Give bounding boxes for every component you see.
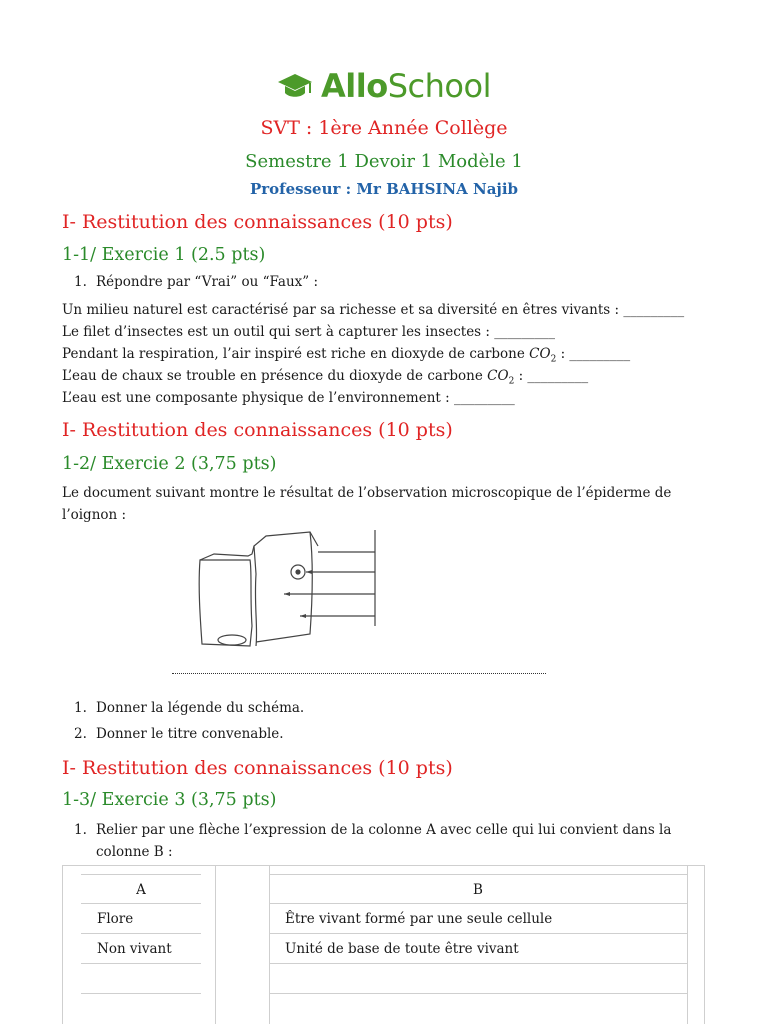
statement-4: L’eau de chaux se trouble en présence du dioxyde de carbone $CO_2$ : _________ bbox=[62, 368, 589, 387]
exercise-heading-2: 1-2/ Exercie 2 (3,75 pts) bbox=[62, 454, 277, 474]
matching-table bbox=[62, 865, 705, 1024]
document-title: SVT : 1ère Année Collège bbox=[260, 117, 508, 139]
table-row bbox=[269, 964, 687, 994]
exercise-2-intro: Le document suivant montre le résultat de l’observation microscopique de l’épiderme de l’oignon : bbox=[62, 485, 672, 523]
table-row: Être vivant formé par une seule cellule bbox=[269, 904, 687, 934]
question-number: 1. bbox=[74, 700, 87, 716]
document-subtitle: Semestre 1 Devoir 1 Modèle 1 bbox=[245, 151, 523, 172]
professor-name: Professeur : Mr BAHSINA Najib bbox=[249, 180, 519, 198]
table-row: Non vivant bbox=[81, 934, 201, 964]
column-a-header: A bbox=[81, 874, 201, 904]
table-row: Unité de base de toute être vivant bbox=[269, 934, 687, 964]
section-heading-2: I- Restitution des connaissances (10 pts) bbox=[62, 419, 453, 441]
table-row bbox=[81, 964, 201, 994]
table-row: Flore bbox=[81, 904, 201, 934]
column-b-header: B bbox=[269, 874, 687, 904]
question-text: Relier par une flèche l’expression de la colonne A avec celle qui lui convient dans la colonne B : bbox=[96, 822, 672, 860]
question-number: 2. bbox=[74, 726, 87, 742]
brand-name: AlloSchool bbox=[321, 67, 491, 105]
question-number: 1. bbox=[74, 822, 87, 838]
question-text: Donner le titre convenable. bbox=[96, 726, 284, 742]
alloschool-logo bbox=[0, 66, 768, 106]
exercise-heading-3: 1-3/ Exercie 3 (3,75 pts) bbox=[62, 790, 277, 810]
statement-1: Un milieu naturel est caractérisé par sa richesse et sa diversité en êtres vivants : _________ bbox=[62, 302, 685, 318]
question-text: Donner la légende du schéma. bbox=[96, 700, 305, 716]
graduation-cap-icon bbox=[277, 71, 313, 101]
statement-5: L’eau est une composante physique de l’environnement : _________ bbox=[62, 390, 515, 406]
question-number: 1. bbox=[74, 274, 87, 290]
question-text: Répondre par “Vrai” ou “Faux” : bbox=[96, 274, 319, 290]
section-heading-3: I- Restitution des connaissances (10 pts) bbox=[62, 757, 453, 779]
statement-3: Pendant la respiration, l’air inspiré est riche en dioxyde de carbone $CO_2$ : _________ bbox=[62, 346, 631, 365]
onion-epidermis-diagram bbox=[180, 526, 380, 654]
title-answer-line bbox=[172, 673, 546, 674]
statement-2: Le filet d’insectes est un outil qui sert à capturer les insectes : _________ bbox=[62, 324, 555, 340]
exercise-heading-1: 1-1/ Exercie 1 (2.5 pts) bbox=[62, 245, 266, 265]
section-heading-1: I- Restitution des connaissances (10 pts) bbox=[62, 211, 453, 233]
